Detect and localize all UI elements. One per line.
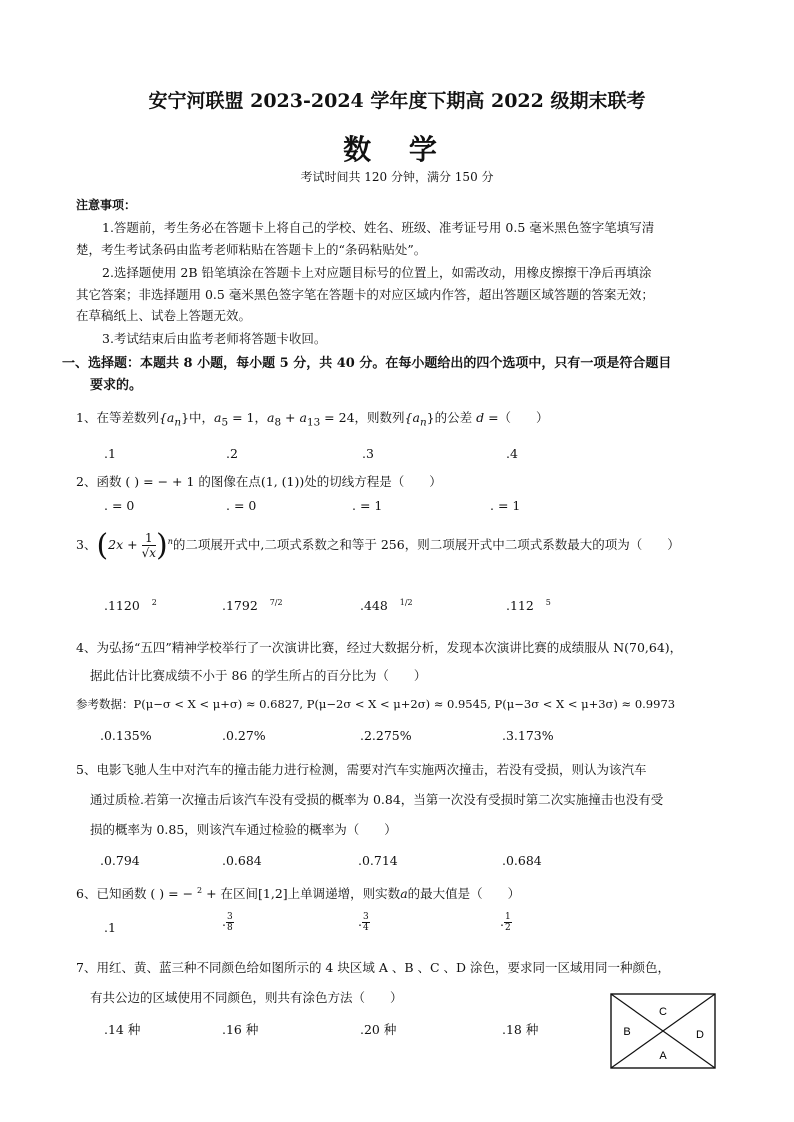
question-5-option-d: .0.684 (502, 853, 542, 868)
question-6-stem: 6、已知函数 ( ) = − $^2$ + 在区间[1,2]上单调递增，则实数a的最大值是（ ） (76, 885, 521, 901)
question-7-option-c: .20 种 (360, 1022, 397, 1037)
question-4-line-1: 4、为弘扬“五四”精神学校举行了一次演讲比赛，经过大数据分析，发现本次演讲比赛的成绩服从 N(70,64)， (76, 640, 683, 655)
notes-heading: 注意事项： (76, 198, 137, 212)
question-4-option-d: .3.173% (502, 728, 554, 743)
question-1-option-c: .3 (362, 446, 374, 461)
question-3-stem: 3、(2x + $\frac{1}{√x}$ )$^n$的二项展开式中,二项式系数之和等于 256，则二项展开式中二项式系数最大的项为（ ） (76, 528, 680, 563)
subject-title: 数 学 (343, 133, 451, 166)
question-1-option-a: .1 (104, 446, 116, 461)
question-2-option-b: . = 0 (226, 498, 257, 513)
question-5-line-3: 损的概率为 0.85，则该汽车通过检验的概率为（ ） (90, 822, 397, 837)
question-4-reference-data: 参考数据：P(μ−σ < X < μ+σ) ≈ 0.6827, P(μ−2σ < X < μ+2σ) ≈ 0.9545, P(μ−3σ < X < μ+3σ) ≈ 0.9973 (76, 697, 676, 711)
question-2-stem: 2、函数 ( ) = − + 1 的图像在点(1, (1))处的切线方程是（ ） (76, 474, 442, 489)
question-5-option-a: .0.794 (100, 853, 140, 868)
question-4-line-2: 据此估计比赛成绩不小于 86 的学生所占的百分比为（ ） (90, 668, 427, 683)
note-2-line-2: 其它答案；非选择题用 0.5 毫米黑色签字笔在答题卡的对应区域内作答，超出答题区域答题的答案无效； (76, 287, 654, 302)
section-1-heading-cont: 要求的。 (90, 378, 143, 393)
exam-info: 考试时间共 120 分钟，满分 150 分 (300, 170, 494, 184)
question-6-option-d: . $\frac{1}{2}$ (500, 912, 511, 933)
question-2-option-a: . = 0 (104, 498, 135, 513)
question-4-option-c: .2.275% (360, 728, 412, 743)
region-label-top: C (659, 1006, 667, 1018)
region-label-bottom: A (659, 1050, 667, 1062)
question-4-option-a: .0.135% (100, 728, 152, 743)
question-3-option-b: .1792 $^{7/2}$ (222, 598, 283, 614)
question-1-option-d: .4 (506, 446, 518, 461)
question-5-line-1: 5、电影飞驰人生中对汽车的撞击能力进行检测，需要对汽车实施两次撞击，若没有受损，则认为该汽车 (76, 762, 647, 777)
question-6-option-c: . $\frac{3}{4}$ (358, 912, 369, 933)
question-7-option-d: .18 种 (502, 1022, 539, 1037)
region-label-left: B (623, 1026, 631, 1038)
exam-title: 安宁河联盟 2023-2024 学年度下期高 2022 级期末联考 (148, 90, 646, 112)
question-4-option-b: .0.27% (222, 728, 266, 743)
question-3-option-a: .1120 $^2$ (104, 598, 157, 614)
note-2-line-1: 2.选择题使用 2B 铅笔填涂在答题卡上对应题目标号的位置上，如需改动，用橡皮擦擦干净后再填涂 (102, 265, 652, 280)
section-1-heading: 一、选择题：本题共 8 小题，每小题 5 分，共 40 分。在每小题给出的四个选项中，只有一项是符合题目 (62, 356, 672, 371)
fraction: $\frac{1}{√x}$ (141, 531, 157, 560)
question-2-option-c: . = 1 (352, 498, 383, 513)
question-3-option-d: .112 $^5$ (506, 598, 551, 614)
question-2-option-d: . = 1 (490, 498, 521, 513)
question-1-option-b: .2 (226, 446, 238, 461)
question-7-line-1: 7、用红、黄、蓝三种不同颜色给如图所示的 4 块区域 A 、B 、C 、D 涂色，要求同一区域用同一种颜色， (76, 960, 671, 975)
question-5-option-b: .0.684 (222, 853, 262, 868)
region-diagram (610, 993, 716, 1069)
question-5-line-2: 通过质检.若第一次撞击后该汽车没有受损的概率为 0.84，当第一次没有受损时第二次实施撞击也没有受 (90, 792, 664, 807)
question-3-option-c: .448 $^{1/2}$ (360, 598, 413, 614)
note-3: 3.考试结束后由监考老师将答题卡收回。 (102, 331, 327, 346)
question-6-option-b: . $\frac{3}{8}$ (222, 912, 233, 933)
question-7-option-a: .14 种 (104, 1022, 141, 1037)
question-5-option-c: .0.714 (358, 853, 398, 868)
note-1-line-1: 1.答题前，考生务必在答题卡上将自己的学校、姓名、班级、准考证号用 0.5 毫米黑色签字笔填写清 (102, 220, 655, 235)
question-6-option-a: .1 (104, 920, 116, 935)
note-1-line-2: 楚，考生考试条码由监考老师粘贴在答题卡上的“条码粘贴处”。 (76, 242, 427, 257)
note-2-line-3: 在草稿纸上、试卷上答题无效。 (76, 308, 252, 323)
question-7-option-b: .16 种 (222, 1022, 259, 1037)
question-7-line-2: 有共公边的区域使用不同颜色，则共有涂色方法（ ） (90, 990, 403, 1005)
question-1-stem: 1、在等差数列$\{a_n\}$中，$a_5 = 1$，$a_8 + a_{13} = 24$，则数列$\{a_n\}$的公差 d =（ ） (76, 410, 549, 429)
region-label-right: D (696, 1029, 704, 1041)
